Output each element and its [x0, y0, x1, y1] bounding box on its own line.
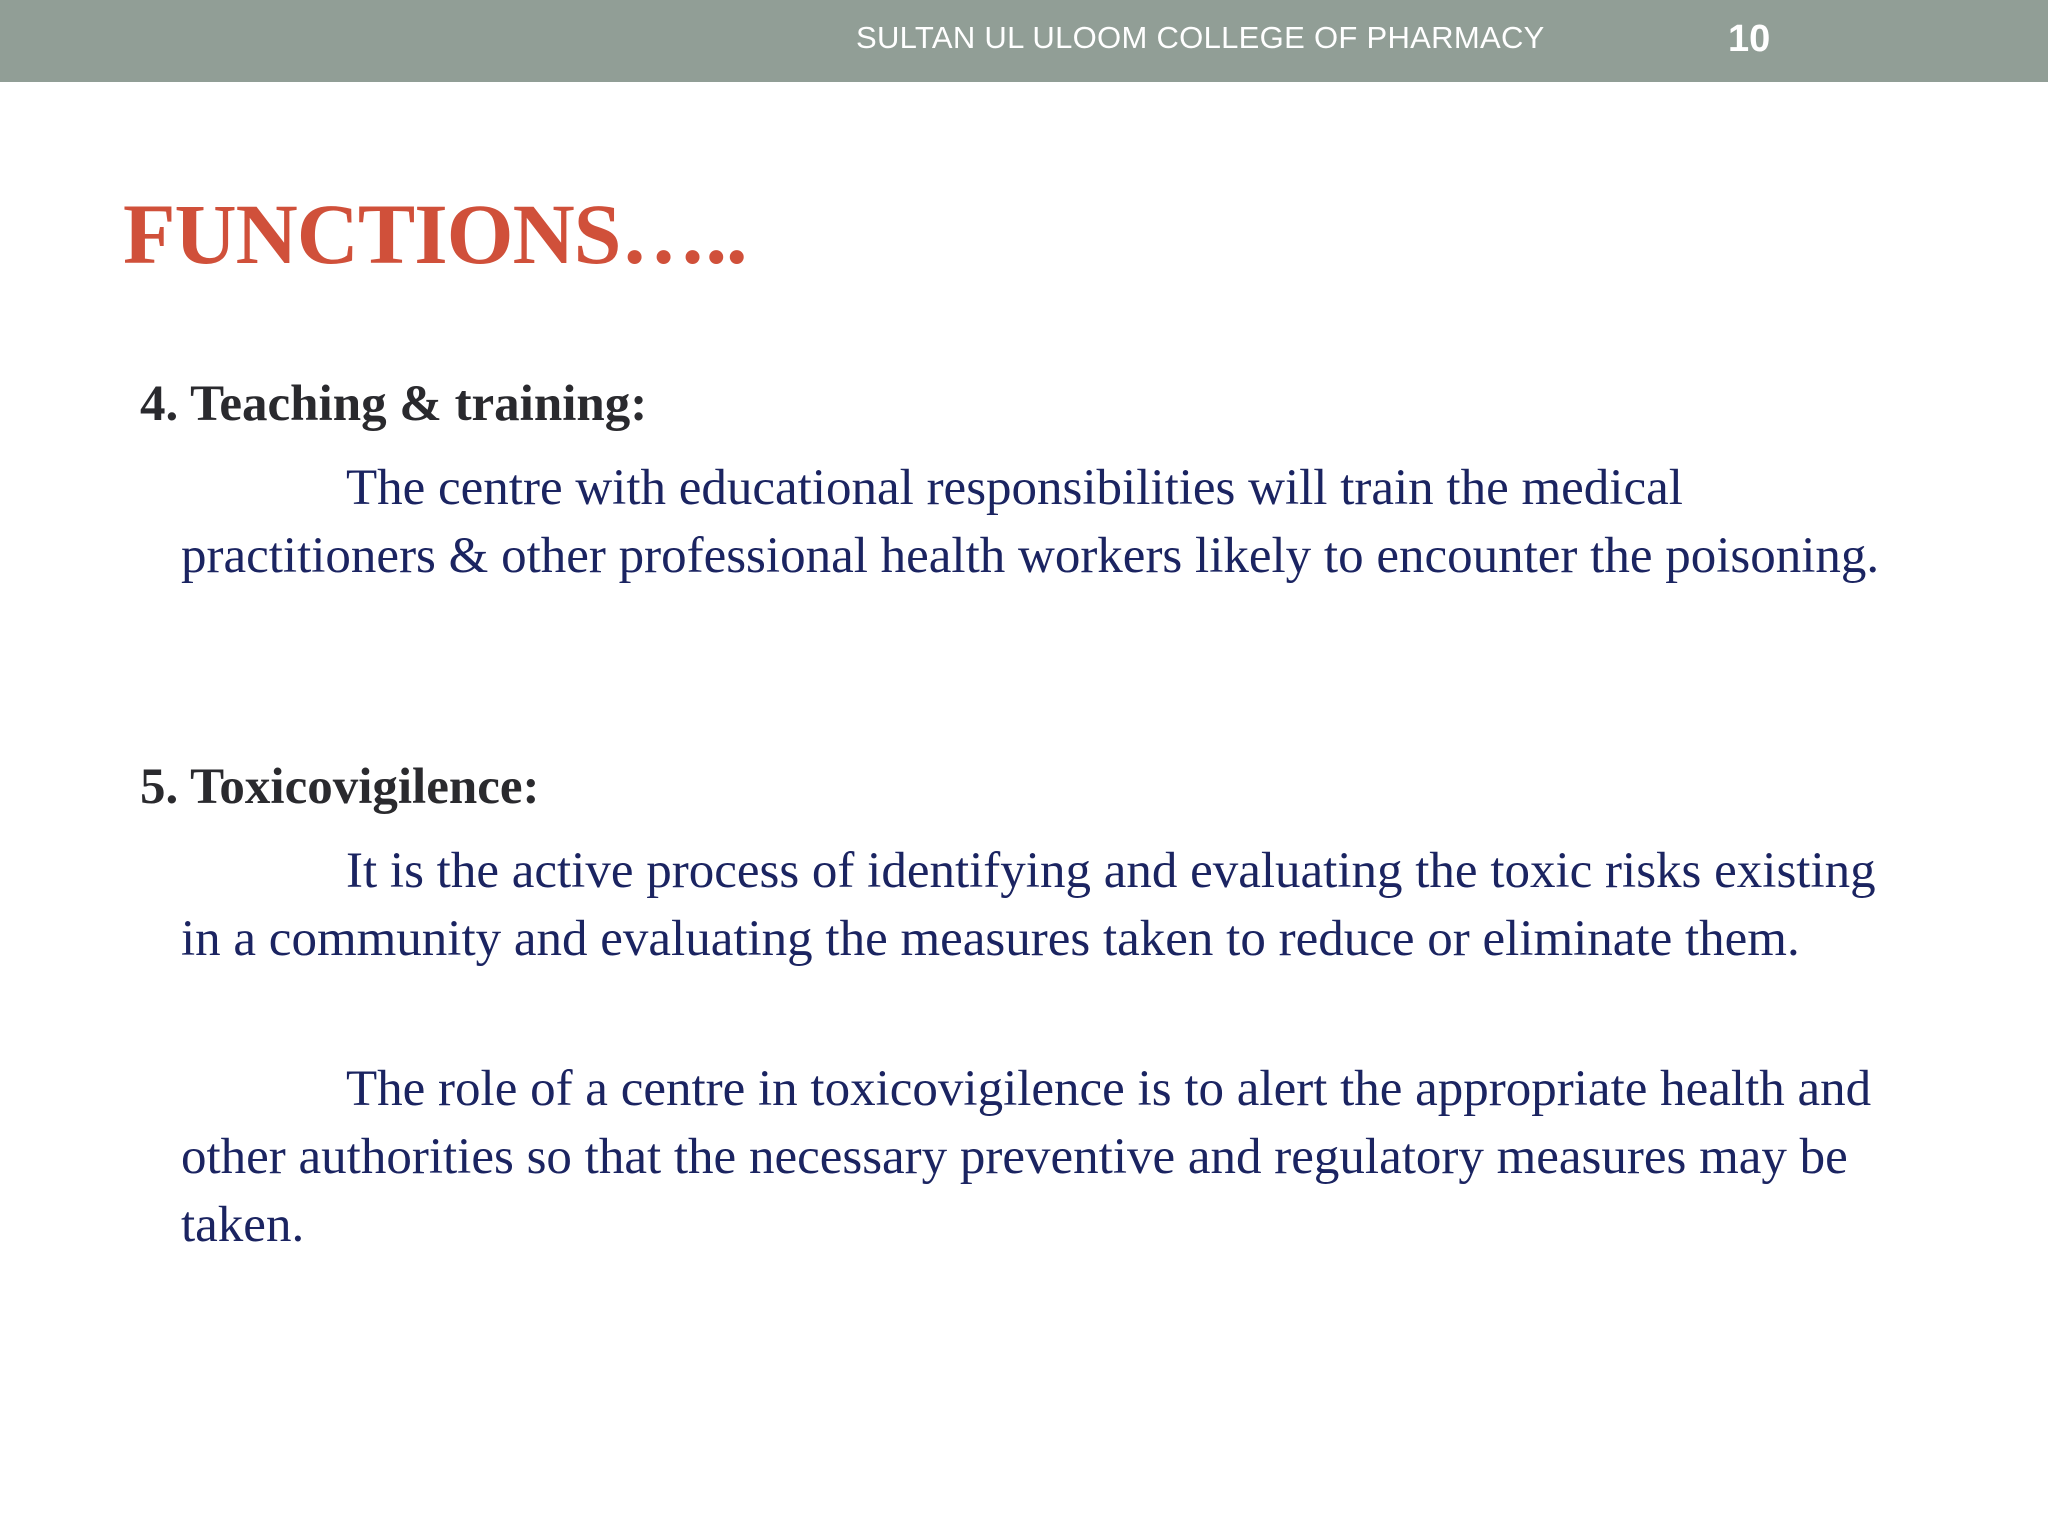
slide-title: FUNCTIONS…..	[123, 186, 747, 282]
college-name: SULTAN UL ULOOM COLLEGE OF PHARMACY	[856, 20, 1545, 55]
section-paragraph-toxicovigilence-role: The role of a centre in toxicovigilence is to alert the appropriate health and other authorities so that the necessary preventive and regulatory measures may be taken.	[181, 1061, 1872, 1253]
header-bar	[0, 0, 2048, 82]
section-heading-teaching: 4. Teaching & training:	[140, 376, 648, 432]
section-paragraph-teaching: The centre with educational responsibilities will train the medical practitioners & other professional health workers likely to encounter the poisoning.	[181, 460, 1880, 584]
section-heading-toxicovigilence: 5. Toxicovigilence:	[140, 759, 540, 815]
section-paragraph-toxicovigilence-definition: It is the active process of identifying and evaluating the toxic risks existing in a community and evaluating the measures taken to reduce or eliminate them.	[181, 843, 1876, 967]
page-number: 10	[1728, 18, 1771, 60]
